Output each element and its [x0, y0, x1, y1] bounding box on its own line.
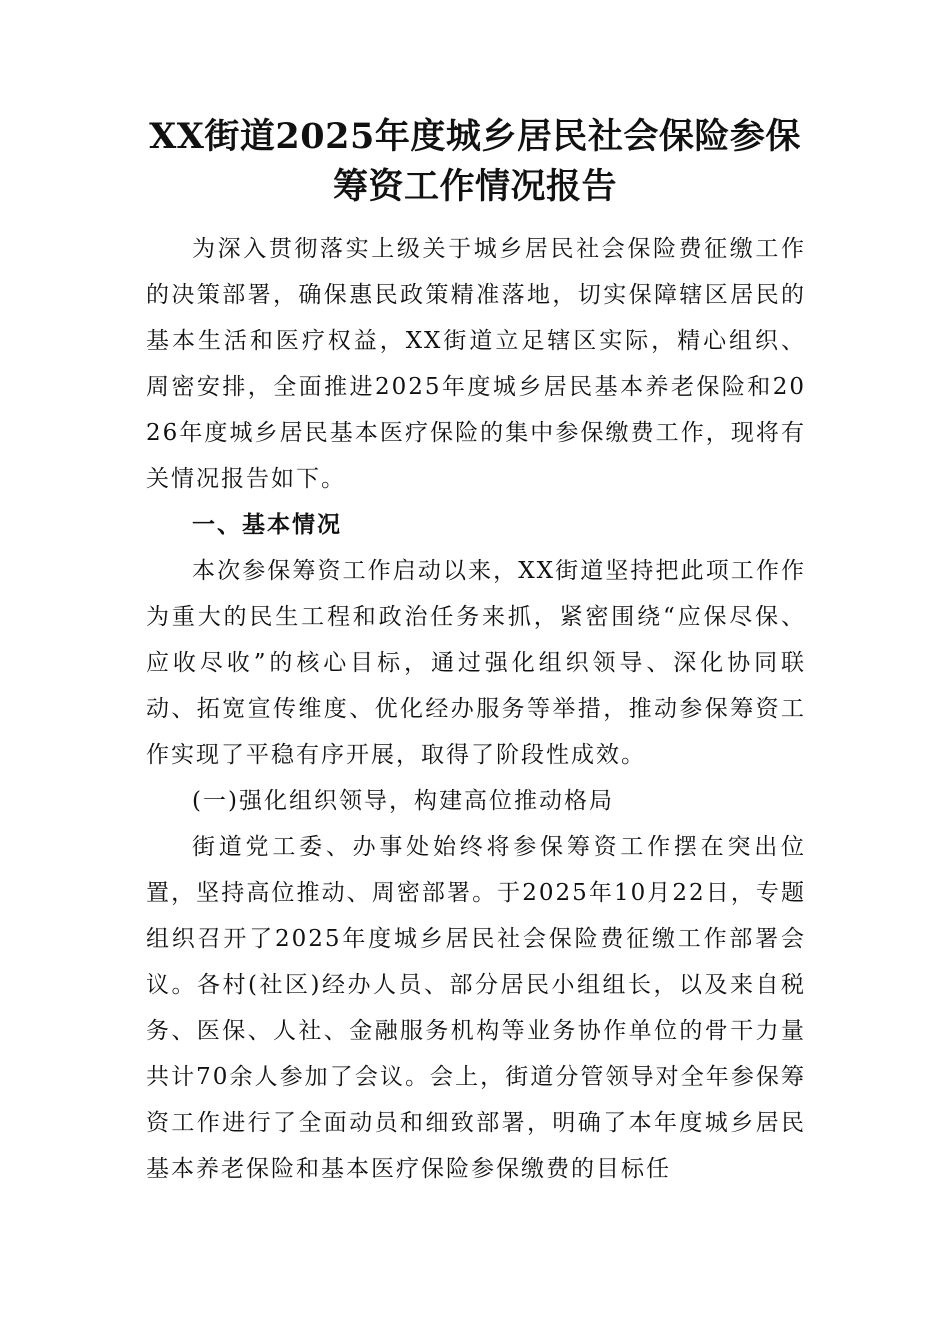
subsection-heading-organization: (一)强化组织领导，构建高位推动格局: [192, 788, 614, 814]
intro-paragraph: 为深入贯彻落实上级关于城乡居民社会保险费征缴工作的决策部署，确保惠民政策精准落地，切实保障辖区居民的基本生活和医疗权益，XX街道立足辖区实际，精心组织、周密安排，全面推进2025年度城乡居民基本养老保险和2026年度城乡居民基本医疗保险的集中参保缴费工作，现将有关情况报告如下。: [146, 236, 806, 492]
subsection-paragraph-organization: 街道党工委、办事处始终将参保筹资工作摆在突出位置，坚持高位推动、周密部署。于2025年10月22日，专题组织召开了2025年度城乡居民社会保险费征缴工作部署会议。各村(社区)经办人员、部分居民小组组长，以及来自税务、医保、人社、金融服务机构等业务协作单位的骨干力量共计70余人参加了会议。会上，街道分管领导对全年参保筹资工作进行了全面动员和细致部署，明确了本年度城乡居民基本养老保险和基本医疗保险参保缴费的目标任: [146, 834, 806, 1182]
document-body: [146, 226, 806, 1192]
title-line-1: XX街道2025年度城乡居民社会保险参保: [149, 116, 801, 157]
title-line-2: 筹资工作情况报告: [332, 166, 617, 207]
document-title: [120, 112, 830, 212]
section-paragraph-basic-situation: 本次参保筹资工作启动以来，XX街道坚持把此项工作作为重大的民生工程和政治任务来抓，紧密围绕“应保尽保、应收尽收”的核心目标，通过强化组织领导、深化协同联动、拓宽宣传维度、优化经办服务等举措，推动参保筹资工作实现了平稳有序开展，取得了阶段性成效。: [146, 558, 806, 768]
section-heading-basic-situation: 一、基本情况: [192, 512, 342, 538]
